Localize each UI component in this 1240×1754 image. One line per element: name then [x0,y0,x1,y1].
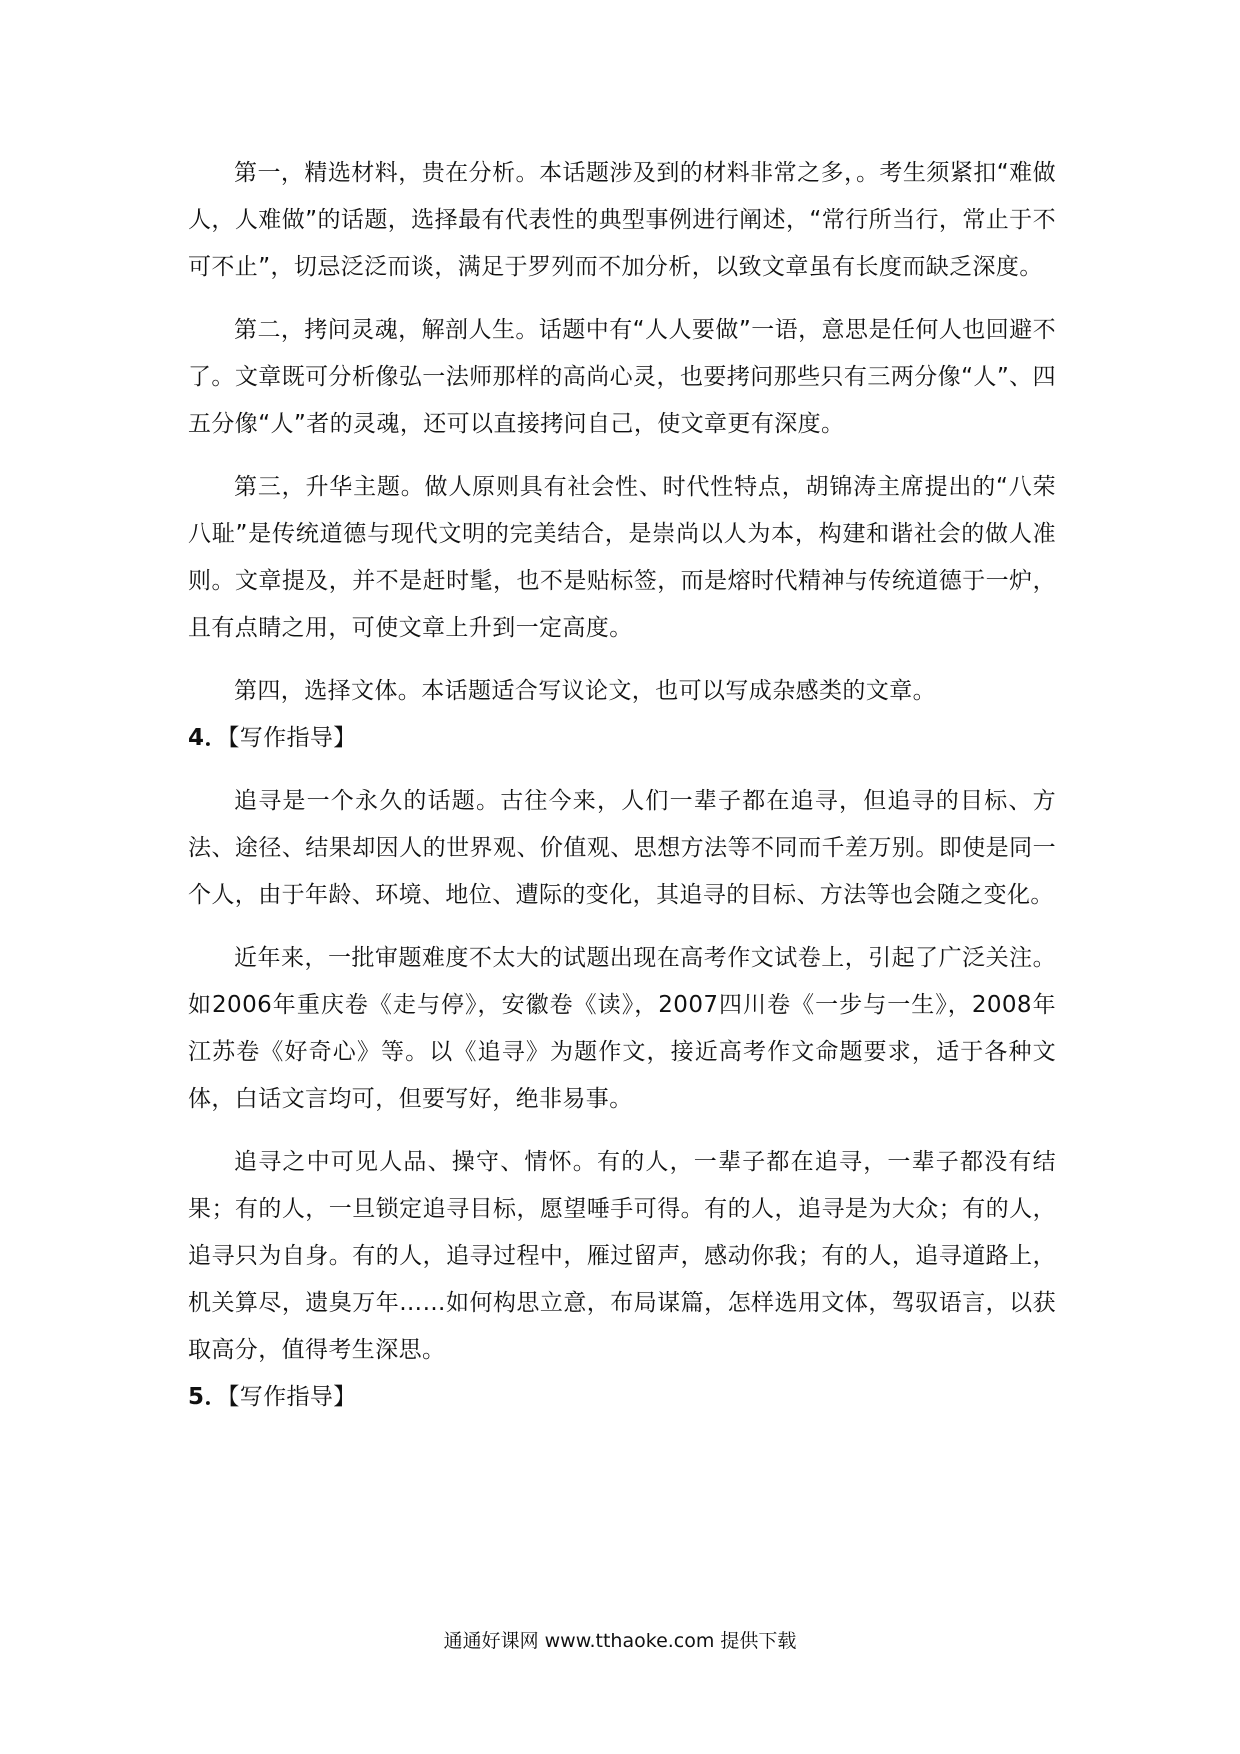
paragraph-pursuit-intro: 追寻是一个永久的话题。古往今来，人们一辈子都在追寻，但追寻的目标、方法、途径、结果却因人的世界观、价值观、思想方法等不同而千差万别。即使是同一个人，由于年龄、环境、地位、遭际的变化，其追寻的目标、方法等也会随之变化。 [188,788,1056,908]
paragraph-point-one: 第一，精选材料，贵在分析。本话题涉及到的材料非常之多，。考生须紧扣“难做人，人难做”的话题，选择最有代表性的典型事例进行阐述，“常行所当行，常止于不可不止”，切忌泛泛而谈，满足于罗列而不加分析，以致文章虽有长度而缺乏深度。 [188,160,1056,280]
section-title: 【写作指导】 [227,725,357,751]
paragraph-point-two: 第二，拷问灵魂，解剖人生。话题中有“人人要做”一语，意思是任何人也回避不了。文章既可分析像弘一法师那样的高尚心灵，也要拷问那些只有三两分像“人”、四五分像“人”者的灵魂，还可以直接拷问自己，使文章更有深度。 [188,317,1056,437]
page-footer: 通通好课网 www.tthaoke.com 提供下载 [443,1630,797,1652]
section-heading-5 [188,1374,1056,1421]
paragraph-point-three: 第三，升华主题。做人原则具有社会性、时代性特点，胡锦涛主席提出的“八荣八耻”是传统道德与现代文明的完美结合，是崇尚以人为本，构建和谐社会的做人准则。文章提及，并不是赶时髦，也不是贴标签，而是熔时代精神与传统道德于一炉，且有点睛之用，可使文章上升到一定高度。 [188,474,1056,641]
page-content [188,150,1056,1421]
paragraph-exam-examples: 近年来，一批审题难度不太大的试题出现在高考作文试卷上，引起了广泛关注。如2006年重庆卷《走与停》，安徽卷《读》，2007四川卷《一步与一生》，2008年江苏卷《好奇心》等。以《追寻》为题作文，接近高考作文命题要求，适于各种文体，白话文言均可，但要写好，绝非易事。 [188,945,1056,1112]
section-heading-4 [188,715,1056,762]
paragraph-point-four: 第四，选择文体。本话题适合写议论文，也可以写成杂感类的文章。 [234,678,936,704]
section-title: 【写作指导】 [227,1384,357,1410]
section-number: 4． [188,725,228,751]
paragraph-pursuit-character: 追寻之中可见人品、操守、情怀。有的人，一辈子都在追寻，一辈子都没有结果；有的人，一旦锁定追寻目标，愿望唾手可得。有的人，追寻是为大众；有的人，追寻只为自身。有的人，追寻过程中，雁过留声，感动你我；有的人，追寻道路上，机关算尽，遗臭万年……如何构思立意，布局谋篇，怎样选用文体，驾驭语言，以获取高分，值得考生深思。 [188,1149,1056,1363]
section-number: 5． [188,1384,228,1410]
